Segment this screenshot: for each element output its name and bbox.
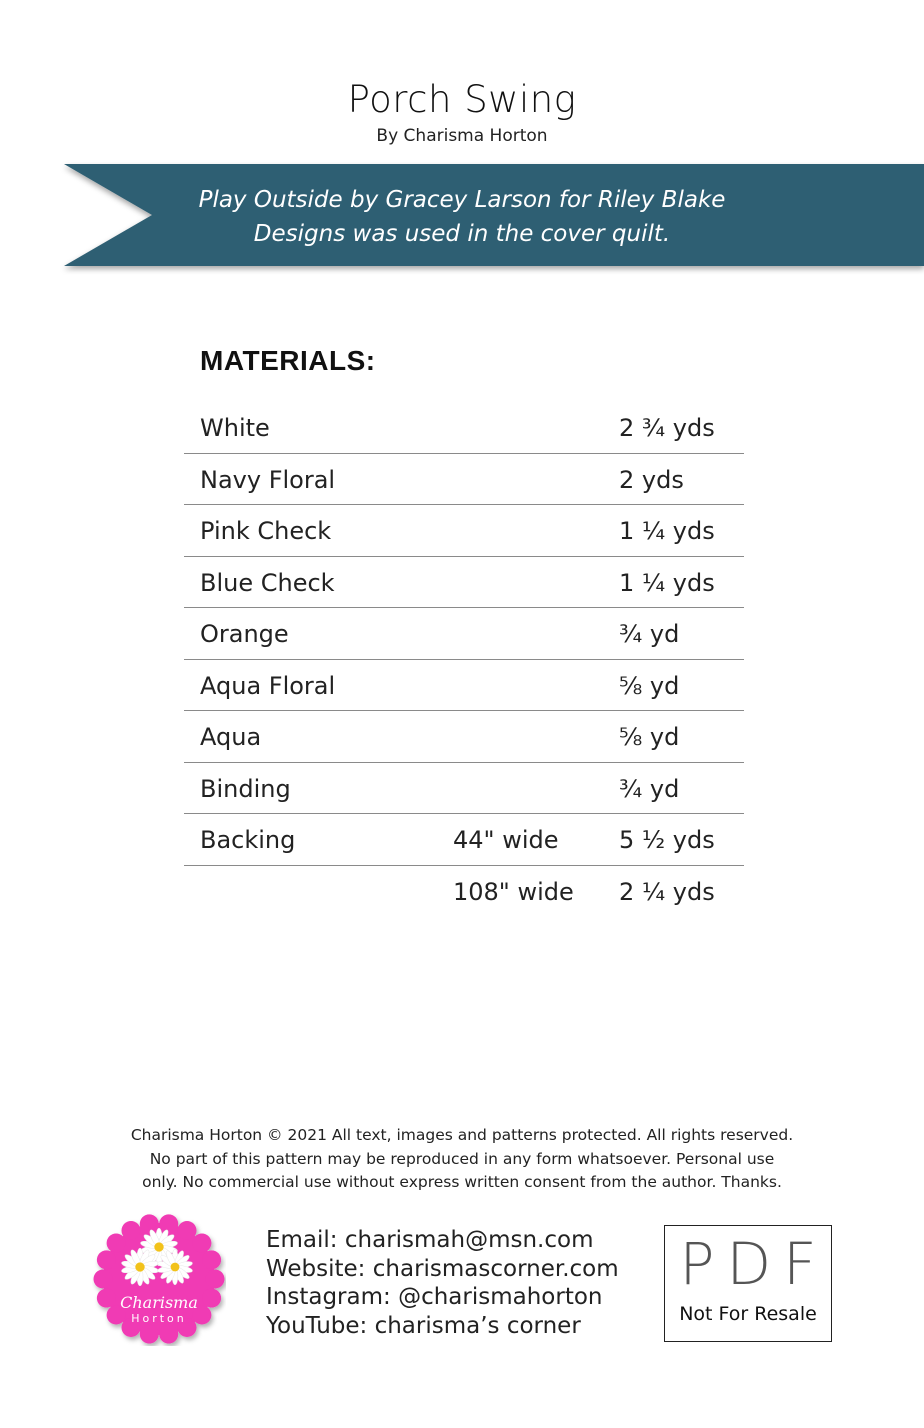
fabric-amount: 2 yds [619,465,684,494]
pdf-label: PDF [679,1230,829,1298]
pdf-not-for-resale-badge [664,1225,832,1342]
fabric-width: 108" wide [453,877,574,906]
table-row [184,763,744,815]
fabric-amount: 2 ¼ yds [619,877,715,906]
banner-line-2: Designs was used in the cover quilt. [253,221,671,247]
fabric-amount: 1 ¼ yds [619,517,715,545]
table-row [184,608,744,660]
table-row [184,814,744,866]
copyright-line-2: No part of this pattern may be reproduced in any form whatsoever. Personal use [149,1149,775,1168]
table-row [184,402,744,454]
contact-youtube: YouTube: charisma’s corner [266,1312,581,1339]
table-row [184,660,744,712]
fabric-amount: ¾ yd [619,620,680,648]
fabric-amount: 1 ¼ yds [619,568,715,597]
fabric-name: Orange [200,620,289,648]
copyright-line-3: only. No commercial use without express written consent from the author. Thanks. [142,1173,782,1191]
fabric-amount: 2 ¾ yds [619,414,715,442]
fabric-name: Pink Check [200,517,332,545]
fabric-amount: 5 ½ yds [619,826,715,854]
logo-text-charisma: Charisma [120,1293,198,1312]
not-for-resale-label: Not For Resale [679,1303,817,1325]
table-row [184,866,744,918]
fabric-name: Blue Check [200,568,335,597]
fabric-name: White [200,414,270,442]
copyright-line-1: Charisma Horton © 2021 All text, images and patterns protected. All rights reserved. [130,1126,794,1144]
contact-info [266,1226,619,1340]
fabric-name: Navy Floral [200,465,336,494]
copyright-notice [120,1124,804,1195]
contact-website: Website: charismascorner.com [266,1255,619,1282]
materials-table [184,402,744,917]
materials-heading: MATERIALS: [200,345,376,376]
table-row [184,557,744,609]
charisma-horton-logo [92,1212,226,1346]
fabric-amount: ⅝ yd [619,723,680,751]
author-byline: By Charisma Horton [376,126,548,146]
table-row [184,711,744,763]
fabric-amount: ¾ yd [619,774,680,803]
fabric-name: Binding [200,774,291,803]
logo-text-horton: Horton [131,1312,187,1325]
banner-line-1: Play Outside by Gracey Larson for Riley Blake [198,187,726,213]
fabric-amount: ⅝ yd [619,671,680,700]
fabric-width: 44" wide [453,826,559,854]
contact-instagram: Instagram: @charismahorton [266,1284,603,1310]
fabric-name: Aqua [200,723,262,751]
fabric-name: Aqua Floral [200,671,336,700]
page-title: Porch Swing [347,78,577,121]
banner-text [150,183,774,251]
table-row [184,454,744,506]
fabric-name: Backing [200,826,296,854]
table-row [184,505,744,557]
contact-email: Email: charismah@msn.com [266,1227,594,1253]
